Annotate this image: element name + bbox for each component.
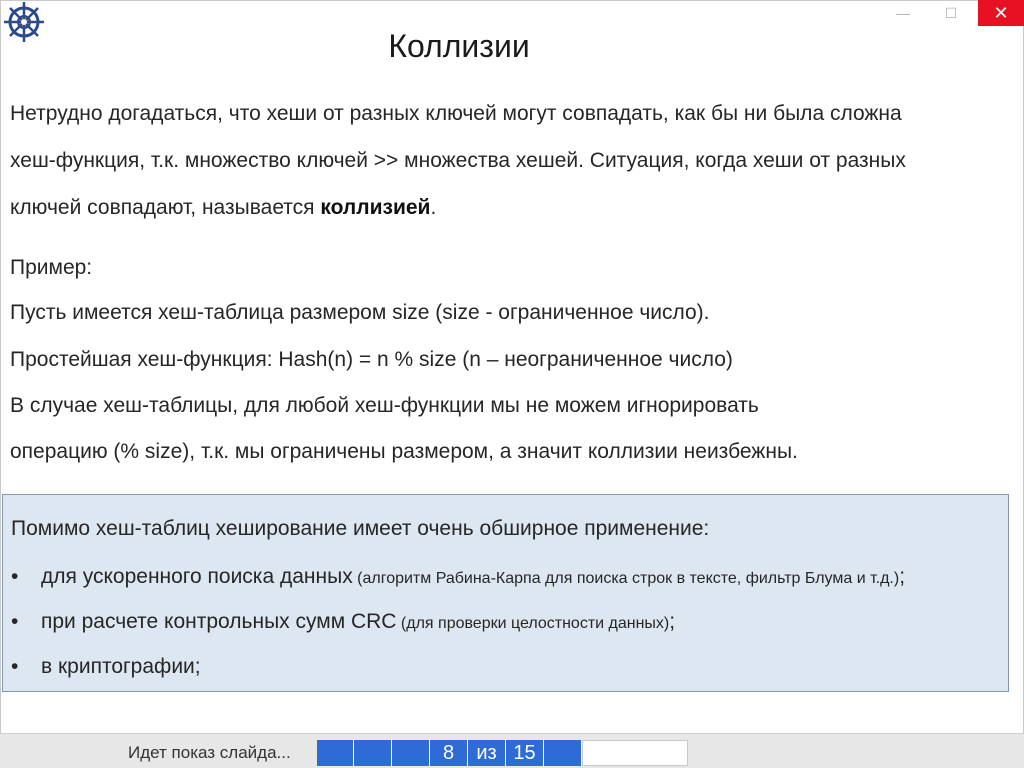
list-item: [41, 610, 675, 634]
status-label: Идет показ слайда...: [128, 743, 291, 762]
current-slide-number: 8: [430, 740, 468, 766]
list-item: [41, 565, 905, 589]
progress-segment: [354, 740, 392, 766]
paragraph-line: Нетрудно догадаться, что хеши от разных ключей могут совпадать, как бы ни была сложна: [10, 102, 902, 125]
example-line: Пусть имеется хеш-таблица размером size (size - ограниченное число).: [10, 301, 710, 324]
list-item: [41, 655, 201, 679]
example-heading: Пример:: [10, 256, 93, 279]
slide-of-label: из: [468, 740, 506, 766]
list-item-note: (для проверки целостности данных): [396, 615, 670, 632]
list-item-main: для ускоренного поиска данных: [41, 565, 353, 588]
example-line: Простейшая хеш-функция: Hash(n) = n % size (n – неограниченное число): [10, 348, 733, 371]
progress-remaining: [582, 740, 688, 766]
bullet-icon: •: [11, 565, 19, 588]
list-item-main: в криптографии;: [41, 655, 201, 678]
status-bar: [0, 733, 1024, 768]
minimize-button[interactable]: —: [896, 5, 910, 21]
list-item-note: (алгоритм Рабина-Карпа для поиска строк в тексте, фильтр Блума и т.д.): [352, 570, 900, 587]
total-slides-number: 15: [506, 740, 544, 766]
paragraph-text: ключей совпадают, называется: [10, 196, 321, 219]
close-button[interactable]: ✕: [978, 0, 1024, 26]
bullet-icon: •: [11, 655, 19, 678]
list-item-main: при расчете контрольных сумм CRC: [41, 610, 397, 633]
example-line: операцию (% size), т.к. мы ограничены размером, а значит коллизии неизбежны.: [10, 440, 798, 463]
bullet-icon: •: [11, 610, 19, 633]
progress-segment: [544, 740, 582, 766]
applications-box: [2, 494, 1009, 692]
maximize-button[interactable]: ☐: [944, 4, 958, 21]
list-item-tail: ;: [899, 565, 906, 588]
paragraph-line: [10, 196, 436, 220]
slide-title: Коллизии: [388, 28, 530, 64]
progress-segment: [317, 740, 354, 766]
bold-term: коллизией: [320, 196, 431, 219]
progress-segment: [392, 740, 430, 766]
box-intro: Помимо хеш-таблиц хеширование имеет очень обширное применение:: [11, 517, 710, 540]
example-line: В случае хеш-таблицы, для любой хеш-функции мы не можем игнорировать: [10, 394, 759, 417]
list-item-tail: ;: [669, 610, 676, 633]
paragraph-line: хеш-функция, т.к. множество ключей >> множества хешей. Ситуация, когда хеши от разных: [10, 149, 906, 172]
paragraph-text: .: [430, 196, 437, 219]
